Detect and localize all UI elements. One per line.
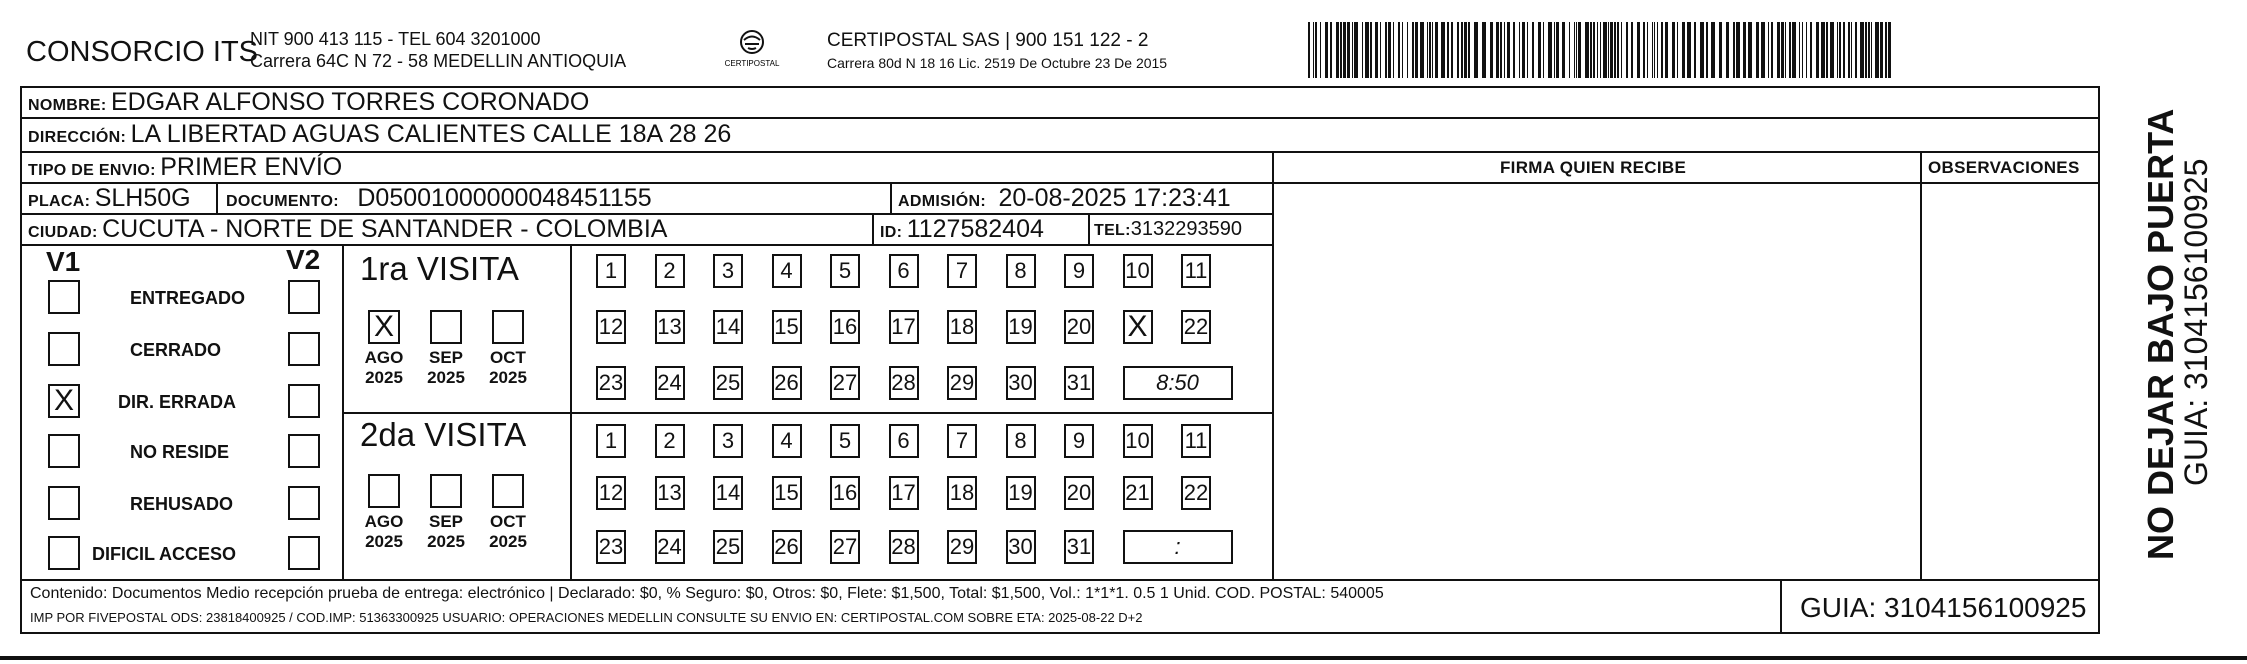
company-address: Carrera 64C N 72 - 58 MEDELLIN ANTIOQUIA xyxy=(250,51,627,71)
visit1-day-box[interactable]: 15 xyxy=(772,310,802,344)
address-label: DIRECCIÓN: xyxy=(28,129,127,146)
side-guia: GUIA: 3104156100925 xyxy=(2178,158,2214,486)
visit2-day-box[interactable]: 28 xyxy=(889,530,919,564)
v2-checkbox[interactable] xyxy=(288,536,320,570)
plate-label: PLACA: xyxy=(28,193,91,210)
v1-checkbox[interactable] xyxy=(48,332,80,366)
visit2-day-box[interactable]: 3 xyxy=(713,424,743,458)
name-label: NOMBRE: xyxy=(28,97,107,114)
v1-checkbox[interactable] xyxy=(48,434,80,468)
visit2-day-box[interactable]: 1 xyxy=(596,424,626,458)
visit1-day-box[interactable]: 27 xyxy=(830,366,860,400)
visit2-day-box[interactable]: 29 xyxy=(947,530,977,564)
visit1-day-box[interactable]: 7 xyxy=(947,254,977,288)
visit2-day-box[interactable]: 16 xyxy=(830,476,860,510)
visit2-day-box[interactable]: 31 xyxy=(1064,530,1094,564)
visit1-year-label: 2025 xyxy=(489,368,527,387)
visit2-day-box[interactable]: 13 xyxy=(655,476,685,510)
carrier-address: Carrera 80d N 18 16 Lic. 2519 De Octubre 23 De 2015 xyxy=(827,55,1168,71)
visit1-day-box[interactable]: 28 xyxy=(889,366,919,400)
footer-guia: GUIA: 3104156100925 xyxy=(1800,592,2087,623)
visit2-month-checkbox[interactable] xyxy=(368,474,400,508)
side-instruction: NO DEJAR BAJO PUERTA xyxy=(2140,108,2181,560)
svg-text:CERTIPOSTAL: CERTIPOSTAL xyxy=(724,59,780,68)
barcode xyxy=(1308,22,1898,78)
visit1-day-box[interactable]: 12 xyxy=(596,310,626,344)
visit1-day-box[interactable]: 24 xyxy=(655,366,685,400)
visit2-day-box[interactable]: 8 xyxy=(1006,424,1036,458)
visit2-day-box[interactable]: 23 xyxy=(596,530,626,564)
visit2-day-box[interactable]: 7 xyxy=(947,424,977,458)
visit2-day-box[interactable]: 19 xyxy=(1006,476,1036,510)
visit1-month-label: AGO xyxy=(364,348,404,367)
visit1-day-box[interactable]: 17 xyxy=(889,310,919,344)
v1-checkbox[interactable] xyxy=(48,280,80,314)
visit2-day-box[interactable]: 6 xyxy=(889,424,919,458)
visit2-day-box[interactable]: 2 xyxy=(655,424,685,458)
carrier-name: CERTIPOSTAL SAS | 900 151 122 - 2 xyxy=(827,30,1149,51)
status-option-label: REHUSADO xyxy=(130,494,234,514)
visit1-day-box[interactable]: 18 xyxy=(947,310,977,344)
city-value: CUCUTA - NORTE DE SANTANDER - COLOMBIA xyxy=(102,215,668,243)
visit1-day-box[interactable]: 10 xyxy=(1123,254,1153,288)
visit2-day-box[interactable]: 20 xyxy=(1064,476,1094,510)
bottom-rule xyxy=(0,656,2247,660)
visit2-title: 2da VISITA xyxy=(360,416,527,453)
visit1-month-label: SEP xyxy=(428,348,464,367)
visit1-day-box[interactable]: 16 xyxy=(830,310,860,344)
recipient-name: EDGAR ALFONSO TORRES CORONADO xyxy=(111,88,590,116)
visit2-year-label: 2025 xyxy=(489,532,527,551)
visit2-day-box[interactable]: 18 xyxy=(947,476,977,510)
visit2-day-box[interactable]: 5 xyxy=(830,424,860,458)
visit2-day-box[interactable]: 15 xyxy=(772,476,802,510)
visit1-month-label: OCT xyxy=(490,348,526,367)
v1-checkbox[interactable]: X xyxy=(48,384,80,418)
visit1-day-box[interactable]: 14 xyxy=(713,310,743,344)
v2-checkbox[interactable] xyxy=(288,434,320,468)
document-label: DOCUMENTO: xyxy=(226,193,339,210)
visit1-title: 1ra VISITA xyxy=(360,250,519,287)
admission-value: 20-08-2025 17:23:41 xyxy=(998,184,1231,212)
visit1-day-box[interactable]: 8 xyxy=(1006,254,1036,288)
visit1-day-box[interactable]: 31 xyxy=(1064,366,1094,400)
v2-checkbox[interactable] xyxy=(288,486,320,520)
v1-checkbox[interactable] xyxy=(48,486,80,520)
visit2-day-box[interactable]: 9 xyxy=(1064,424,1094,458)
status-option-label: CERRADO xyxy=(130,340,222,360)
recipient-address: LA LIBERTAD AGUAS CALIENTES CALLE 18A 28 26 xyxy=(130,120,732,148)
visit2-month-checkbox[interactable] xyxy=(492,474,524,508)
certipostal-logo xyxy=(722,28,782,74)
visit1-day-box[interactable]: 29 xyxy=(947,366,977,400)
visit2-day-box[interactable]: 11 xyxy=(1181,424,1211,458)
visit1-day-box[interactable]: 25 xyxy=(713,366,743,400)
v2-checkbox[interactable] xyxy=(288,280,320,314)
v1-checkbox[interactable] xyxy=(48,536,80,570)
visit1-time-box[interactable]: 8:50 xyxy=(1123,366,1233,400)
visit2-day-box[interactable]: 12 xyxy=(596,476,626,510)
signature-label: FIRMA QUIEN RECIBE xyxy=(1500,158,1687,177)
visit1-month-checkbox[interactable] xyxy=(430,310,462,344)
status-option-label: ENTREGADO xyxy=(130,288,246,308)
visit2-month-label: SEP xyxy=(428,512,464,531)
visit2-year-label: 2025 xyxy=(427,532,465,551)
company-nit: NIT 900 413 115 - TEL 604 3201000 xyxy=(250,29,541,49)
visit2-day-box[interactable]: 25 xyxy=(713,530,743,564)
admission-label: ADMISIÓN: xyxy=(898,193,987,210)
footer-content: Contenido: Documentos Medio recepción prueba de entrega: electrónico | Declarado: $0, % Seguro: $0, Otros: $0, Flete: $1,500, Total: $1,500, Vol.: 1*1*1. 0.5 1 Unid. COD. POSTAL: 540005 xyxy=(30,585,1384,602)
visit1-day-box[interactable]: 9 xyxy=(1064,254,1094,288)
visit1-day-box[interactable]: 20 xyxy=(1064,310,1094,344)
visit1-day-box[interactable]: 4 xyxy=(772,254,802,288)
visit1-day-box[interactable]: 5 xyxy=(830,254,860,288)
visit2-year-label: 2025 xyxy=(365,532,403,551)
visit2-day-box[interactable]: 27 xyxy=(830,530,860,564)
visit2-day-box[interactable]: 30 xyxy=(1006,530,1036,564)
visit2-day-box[interactable]: 24 xyxy=(655,530,685,564)
id-label: ID: xyxy=(880,224,903,241)
visit1-day-box[interactable]: 19 xyxy=(1006,310,1036,344)
v1-label: V1 xyxy=(46,246,81,277)
visit1-day-box[interactable]: 13 xyxy=(655,310,685,344)
visit2-day-box[interactable]: 14 xyxy=(713,476,743,510)
footer-imp: IMP POR FIVEPOSTAL ODS: 23818400925 / COD.IMP: 51363300925 USUARIO: OPERACIONES MEDELLIN CONSULTE SU ENVIO EN: CERTIPOSTAL.COM SOBRE ETA: 2025-08-22 D+2 xyxy=(30,610,1143,625)
visit1-day-box[interactable]: 30 xyxy=(1006,366,1036,400)
visit1-day-box[interactable]: 2 xyxy=(655,254,685,288)
city-label: CIUDAD: xyxy=(28,224,98,241)
visit1-day-box[interactable]: 6 xyxy=(889,254,919,288)
shipping-type-value: PRIMER ENVÍO xyxy=(160,153,343,181)
v2-label: V2 xyxy=(286,244,321,275)
status-option-label: NO RESIDE xyxy=(130,442,230,462)
visit1-day-box[interactable]: 3 xyxy=(713,254,743,288)
v2-checkbox[interactable] xyxy=(288,332,320,366)
visit2-day-box[interactable]: 17 xyxy=(889,476,919,510)
plate-value: SLH50G xyxy=(94,184,191,212)
status-option-label: DIFICIL ACCESO xyxy=(92,544,237,564)
visit1-year-label: 2025 xyxy=(427,368,465,387)
visit1-day-box[interactable]: 22 xyxy=(1181,310,1211,344)
visit2-time-box[interactable]: : xyxy=(1123,530,1233,564)
visit1-day-box[interactable]: 26 xyxy=(772,366,802,400)
visit2-month-label: OCT xyxy=(490,512,526,531)
visit1-day-box[interactable]: 1 xyxy=(596,254,626,288)
tel-value: 3132293590 xyxy=(1130,218,1242,240)
visit1-day-box[interactable]: 23 xyxy=(596,366,626,400)
observations-label: OBSERVACIONES xyxy=(1928,158,2080,177)
visit1-day-box[interactable]: X xyxy=(1123,310,1153,344)
visit2-day-box[interactable]: 21 xyxy=(1123,476,1153,510)
shipping-type-label: TIPO DE ENVIO: xyxy=(28,162,156,179)
visit2-month-label: AGO xyxy=(364,512,404,531)
visit2-day-box[interactable]: 4 xyxy=(772,424,802,458)
visit1-year-label: 2025 xyxy=(365,368,403,387)
status-option-label: DIR. ERRADA xyxy=(118,392,237,412)
document-value: D05001000000048451155 xyxy=(357,184,652,212)
visit2-day-box[interactable]: 22 xyxy=(1181,476,1211,510)
visit2-month-checkbox[interactable] xyxy=(430,474,462,508)
visit1-month-checkbox[interactable] xyxy=(492,310,524,344)
tel-label: TEL: xyxy=(1094,222,1131,239)
id-value: 1127582404 xyxy=(906,215,1044,243)
visit2-day-box[interactable]: 10 xyxy=(1123,424,1153,458)
v2-checkbox[interactable] xyxy=(288,384,320,418)
visit1-day-box[interactable]: 11 xyxy=(1181,254,1211,288)
visit1-month-checkbox[interactable]: X xyxy=(368,310,400,344)
company-name: CONSORCIO ITS xyxy=(26,36,259,68)
visit2-day-box[interactable]: 26 xyxy=(772,530,802,564)
